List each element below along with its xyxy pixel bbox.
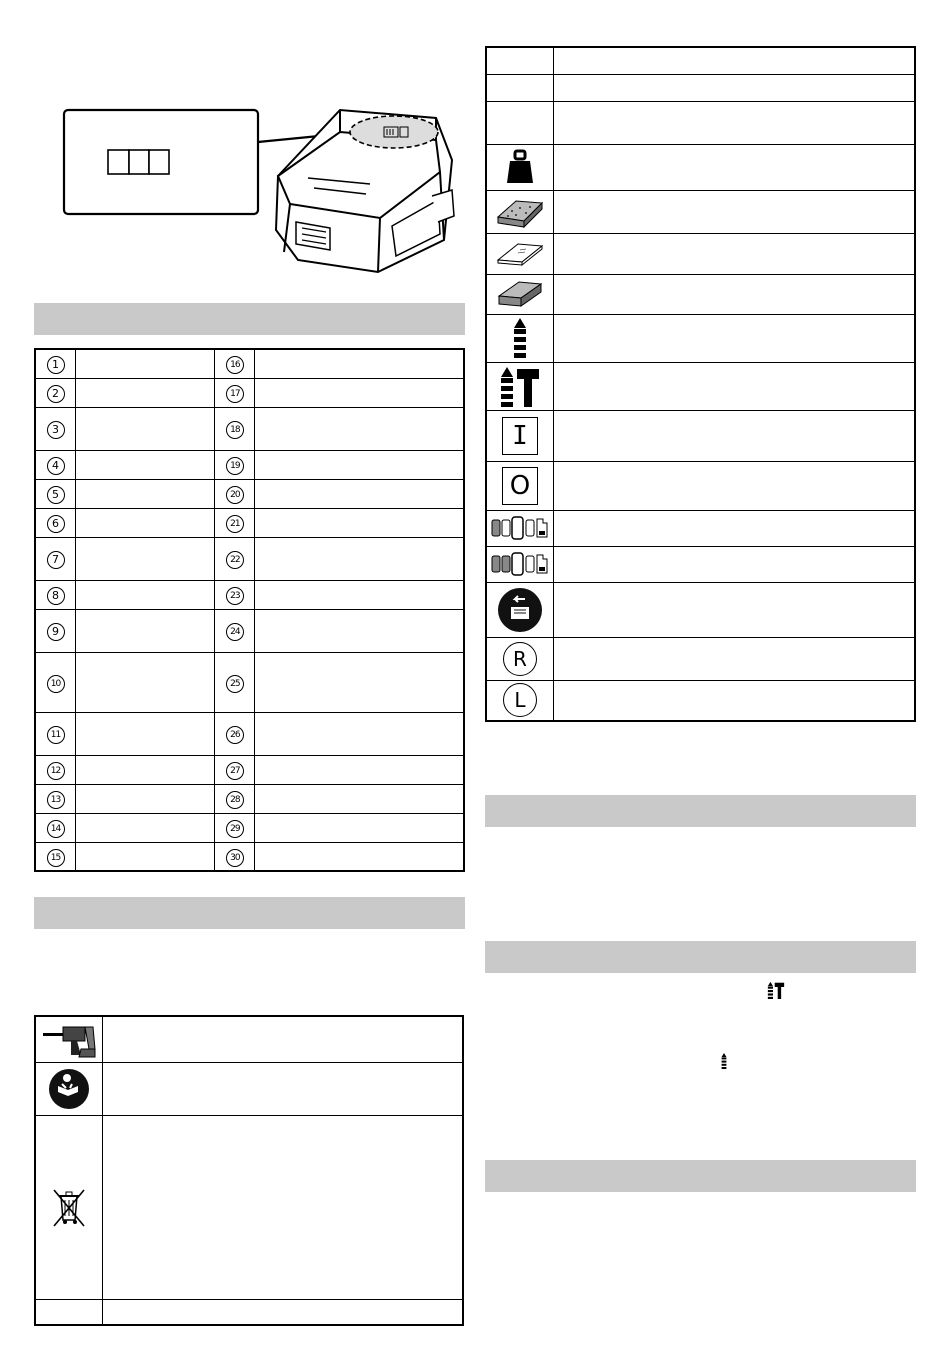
- battery-level-low-icon: [491, 515, 549, 541]
- symbols-table: [485, 46, 916, 722]
- parts-table: 1 16 2 17 3 18 4 19 5 20 6 21 7 22 8 23 9 24 10 25 11 26 12 27 13 28 14 29 15 30: [34, 348, 465, 872]
- drill-hammer-mode-icon: [766, 981, 786, 999]
- table-row: [486, 274, 915, 314]
- rotation-left-icon: L: [503, 683, 537, 717]
- switch-off-icon: O: [502, 467, 538, 505]
- section-bar-right-2: [485, 941, 916, 973]
- table-row: [486, 410, 915, 461]
- rotation-right-icon: R: [503, 642, 537, 676]
- drill-hammer-mode-icon: [499, 365, 541, 407]
- table-row: [486, 582, 915, 637]
- table-row: [486, 510, 915, 546]
- read-manual-icon: [48, 1068, 90, 1110]
- table-row: [486, 74, 915, 101]
- concrete-block-icon: [494, 195, 546, 229]
- table-row: [486, 233, 915, 274]
- section-bar-right-3: [485, 1160, 916, 1192]
- table-row: [35, 1299, 463, 1325]
- drill-bit-icon: [510, 316, 530, 360]
- table-row: [486, 637, 915, 680]
- section-bar-symbols: [34, 897, 465, 929]
- rotary-hammer-icon: [41, 1019, 97, 1059]
- drill-bit-icon: [720, 1052, 728, 1070]
- table-row: [35, 1016, 463, 1062]
- table-row: [486, 680, 915, 721]
- battery-label-figure: [40, 100, 460, 280]
- table-row: [35, 1115, 463, 1299]
- metal-plate-icon: [495, 278, 545, 310]
- table-row: [486, 461, 915, 510]
- section-bar-parts: [34, 303, 465, 335]
- battery-level-high-icon: [491, 551, 549, 577]
- weee-crossed-bin-icon: [51, 1186, 87, 1228]
- wood-board-icon: [494, 238, 546, 270]
- table-row: [486, 101, 915, 144]
- table-row: [35, 1062, 463, 1115]
- label-area-highlight: [350, 116, 438, 148]
- table-row: [486, 362, 915, 410]
- switch-on-icon: I: [502, 417, 538, 455]
- table-row: [486, 190, 915, 233]
- serial-number-boxes: [108, 150, 169, 174]
- weight-icon: [505, 149, 535, 185]
- table-row: [486, 144, 915, 190]
- table-row: [486, 314, 915, 362]
- table-row: [486, 546, 915, 582]
- section-bar-right-1: [485, 795, 916, 827]
- table-row: [486, 47, 915, 74]
- remove-battery-icon: [497, 587, 543, 633]
- warning-symbols-table: [34, 1015, 464, 1326]
